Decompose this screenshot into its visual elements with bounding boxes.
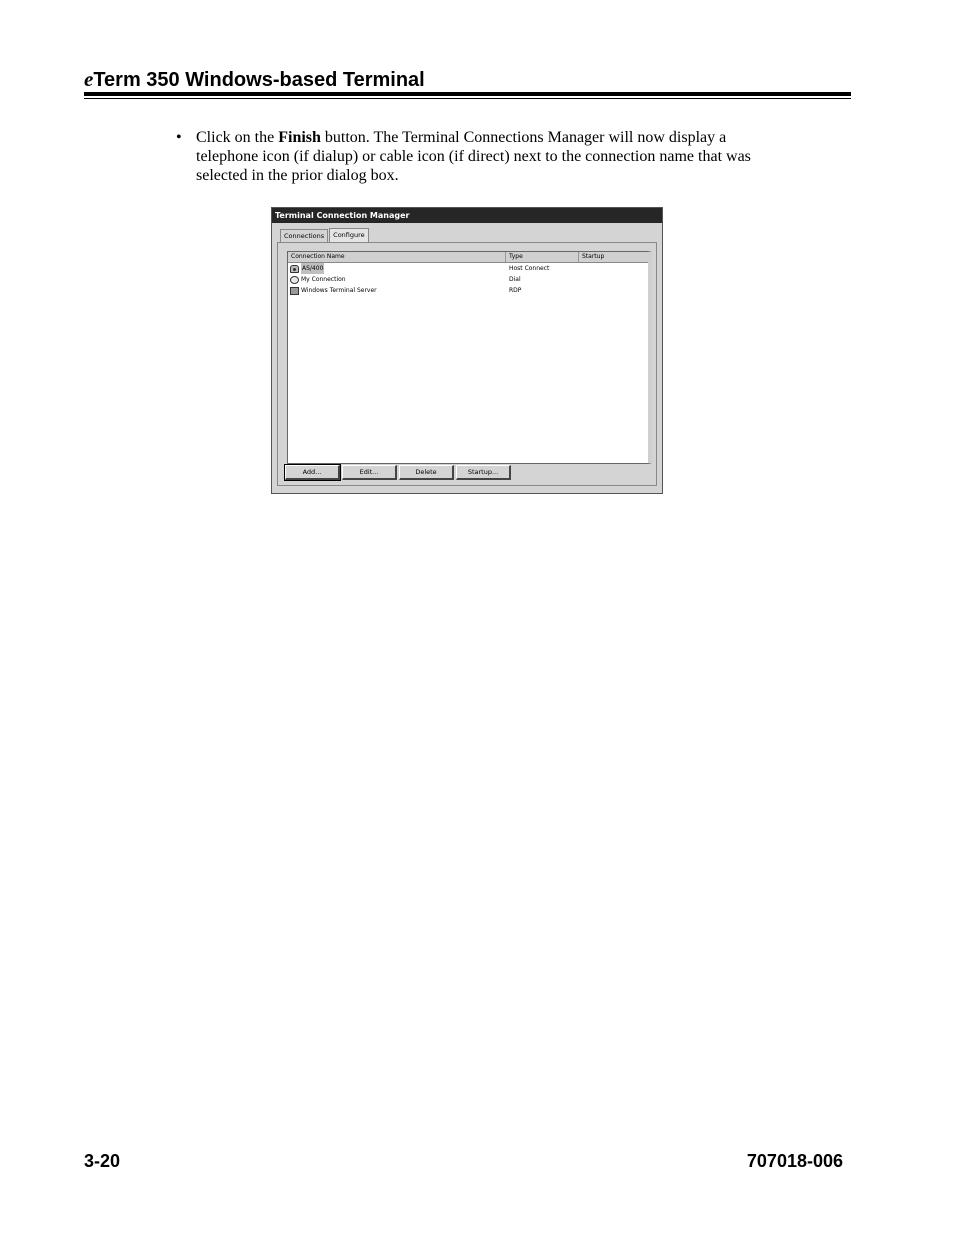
instruction-text xyxy=(196,128,776,185)
header-rule-thick xyxy=(84,92,851,96)
list-item[interactable] xyxy=(288,274,648,285)
instruction-bullet xyxy=(176,128,776,185)
tab-configure[interactable]: Configure xyxy=(329,228,369,243)
configure-tab-panel xyxy=(277,242,657,486)
telephone-icon xyxy=(290,265,299,273)
delete-button[interactable]: Delete xyxy=(399,465,454,480)
connection-type: Host Connect xyxy=(509,265,550,272)
tab-connections[interactable]: Connections xyxy=(280,229,328,243)
connection-name: My Connection xyxy=(301,276,346,283)
column-header-type[interactable]: Type xyxy=(506,252,579,262)
list-item[interactable] xyxy=(288,263,648,274)
column-header-connection-name[interactable]: Connection Name xyxy=(288,252,506,262)
edit-button[interactable]: Edit... xyxy=(342,465,397,480)
connections-list[interactable] xyxy=(287,251,652,464)
document-number: 707018-006 xyxy=(746,1151,843,1171)
connection-name: AS/400 xyxy=(302,265,324,272)
header-title-prefix: e xyxy=(84,67,94,91)
connection-name-cell xyxy=(288,274,506,285)
add-button[interactable]: Add... xyxy=(285,465,340,480)
connection-startup xyxy=(579,285,647,296)
connection-startup xyxy=(579,274,647,285)
column-header-startup[interactable]: Startup xyxy=(582,253,605,260)
page-number: 3-20 xyxy=(84,1151,121,1171)
instruction-text-after: button. The Terminal Connections Manager will now display a telephone icon (if dialup) or cable icon (if direct) next to the connection name that was selected in the prior dialog box. xyxy=(196,129,751,184)
monitor-icon xyxy=(290,287,299,295)
connection-type: Dial xyxy=(509,276,521,283)
startup-button[interactable]: Startup... xyxy=(456,465,511,480)
dialog-button-row xyxy=(285,465,513,480)
header-title-rest: Term 350 Windows-based Terminal xyxy=(93,69,425,91)
connection-name: Windows Terminal Server xyxy=(301,287,377,294)
list-item[interactable] xyxy=(288,285,648,296)
connection-type: RDP xyxy=(509,287,522,294)
bullet-glyph: • xyxy=(176,129,182,146)
finish-keyword: Finish xyxy=(278,129,321,146)
connection-name-cell xyxy=(288,285,506,296)
globe-icon xyxy=(290,276,299,284)
header-rule-thin xyxy=(84,98,851,99)
list-header xyxy=(288,252,648,263)
terminal-connection-manager-dialog xyxy=(271,207,663,494)
dialog-tabs xyxy=(280,229,370,243)
dialog-titlebar: Terminal Connection Manager xyxy=(272,208,662,223)
connection-name-cell xyxy=(288,263,506,274)
instruction-text-before: Click on the xyxy=(196,129,279,146)
page-header-title xyxy=(84,66,425,93)
connection-startup xyxy=(579,263,647,274)
